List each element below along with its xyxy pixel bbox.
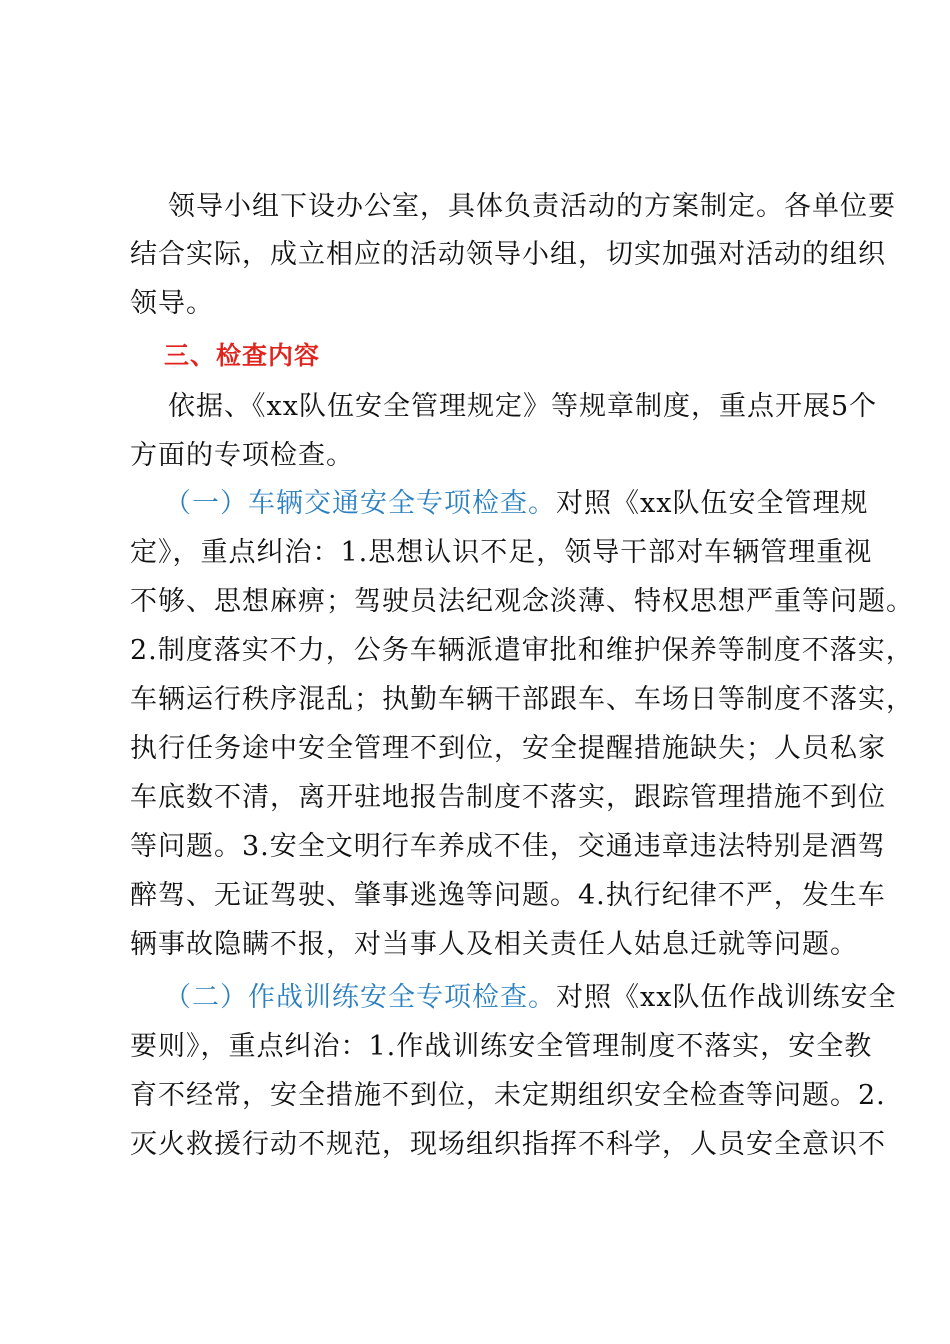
item-two-line-3: 灭火救援行动不规范，现场组织指挥不科学，人员安全意识不 [130,1129,886,1160]
item-one-line-9: 辆事故隐瞒不报，对当事人及相关责任人姑息迁就等问题。 [130,929,858,960]
item-two-line-1: 要则》，重点纠治：1.作战训练安全管理制度不落实，安全教 [130,1031,873,1062]
item-one-first-line [0,484,950,524]
item-two-first-line-rest: 对照《xx队伍作战训练安全 [556,982,897,1013]
section-heading: 三、检查内容 [164,341,321,370]
intro-line-3: 领导。 [130,288,214,319]
item-one-line-7: 等问题。3.安全文明行车养成不佳，交通违章违法特别是酒驾 [130,831,886,862]
item-one-line-6: 车底数不清，离开驻地报告制度不落实，跟踪管理措施不到位 [130,782,886,813]
item-one-line-3: 2.制度落实不力，公务车辆派遣审批和维护保养等制度不落实， [130,635,914,666]
item-one-first-line-rest: 对照《xx队伍安全管理规 [556,488,869,519]
item-two-line-2: 育不经常，安全措施不到位，未定期组织安全检查等问题。2. [130,1080,886,1111]
item-two-first-line [0,978,950,1018]
item-one-line-2: 不够、思想麻痹；驾驶员法纪观念淡薄、特权思想严重等问题。 [130,586,914,617]
basis-line-2: 方面的专项检查。 [130,440,354,471]
intro-line-2: 结合实际，成立相应的活动领导小组，切实加强对活动的组织 [130,239,886,270]
basis-line-1: 依据、《xx队伍安全管理规定》等规章制度，重点开展5个 [168,391,878,422]
item-one-line-5: 执行任务途中安全管理不到位，安全提醒措施缺失；人员私家 [130,733,886,764]
item-one-line-4: 车辆运行秩序混乱；执勤车辆干部跟车、车场日等制度不落实， [130,684,914,715]
intro-line-1: 领导小组下设办公室，具体负责活动的方案制定。各单位要 [168,191,896,222]
item-one-line-8: 醉驾、无证驾驶、肇事逃逸等问题。4.执行纪律不严，发生车 [130,880,886,911]
item-one-line-1: 定》，重点纠治：1.思想认识不足，领导干部对车辆管理重视 [130,537,873,568]
item-one-heading: （一）车辆交通安全专项检查。 [164,488,556,519]
item-two-heading: （二）作战训练安全专项检查。 [164,982,556,1013]
